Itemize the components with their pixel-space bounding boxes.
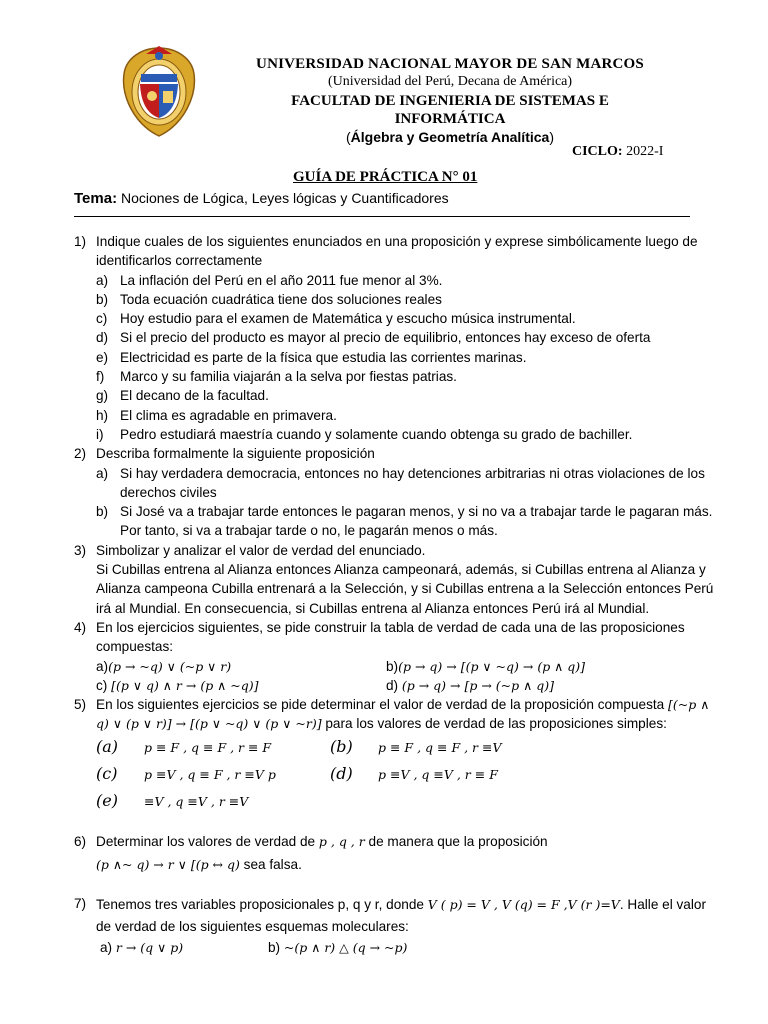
exercise-text: Indique cuales de los siguientes enunciados en una proposición y exprese simbólicamente luego de identificarlos correctamente bbox=[96, 234, 698, 269]
exercise-text-start: Tenemos tres variables proposicionales p, q y r, donde bbox=[96, 897, 424, 913]
exercise-5 bbox=[74, 695, 714, 811]
case-value: p ≡ F , q ≡ F , r ≡V bbox=[378, 739, 502, 755]
logic-expression: (p → q) → [(p ∨ ~q) → (p ∧ q)] bbox=[398, 658, 586, 674]
list-item bbox=[96, 290, 714, 309]
university-subtitle: (Universidad del Perú, Decana de América) bbox=[327, 74, 573, 89]
case-value: ≡V , q ≡V , r ≡V bbox=[144, 794, 249, 810]
list-item bbox=[96, 367, 714, 386]
header-divider bbox=[74, 216, 690, 217]
course-paren-close: ) bbox=[549, 129, 554, 145]
exercise-2 bbox=[74, 444, 714, 540]
item-letter: i) bbox=[96, 426, 104, 442]
item-letter: d) bbox=[386, 677, 399, 693]
item-letter: e) bbox=[96, 349, 109, 365]
exercise-text-end: sea falsa. bbox=[243, 856, 302, 872]
exercise-number: 7) bbox=[74, 896, 87, 912]
truth-values: V ( p) = V , V (q) = F ,V (r )=V bbox=[427, 897, 620, 913]
exercise-paragraph: Si Cubillas entrena al Alianza entonces Alianza campeonará, además, si Cubillas entrena al Alianza y Alianza campeona Cubilla entrenará a la Selección, y si Cubillas entrena a la Selección entonces Perú irá al Mundial. En consecuencia, si Cubillas entrena al Alianza entonces Perú irá al Mundial. bbox=[96, 562, 714, 616]
item-text: Toda ecuación cuadrática tiene dos soluciones reales bbox=[120, 291, 442, 307]
list-item bbox=[96, 271, 714, 290]
exercise-7 bbox=[74, 894, 714, 957]
item-letter: d) bbox=[96, 330, 109, 346]
item-letter: a) bbox=[100, 940, 113, 956]
list-item bbox=[96, 309, 714, 328]
tema bbox=[74, 190, 449, 207]
case-label: (d) bbox=[330, 764, 353, 784]
course-paren-open: ( bbox=[345, 129, 351, 145]
exercise-list bbox=[74, 232, 714, 958]
guide-title: GUÍA DE PRÁCTICA N° 01 bbox=[293, 169, 478, 185]
item-letter: a) bbox=[96, 465, 109, 481]
exercise-number: 6) bbox=[74, 833, 87, 849]
list-item bbox=[96, 328, 714, 347]
list-item bbox=[96, 406, 714, 425]
exercise-6 bbox=[74, 832, 714, 875]
exercise-text-end: . Halle el valor de verdad de los siguientes esquemas moleculares: bbox=[96, 897, 706, 935]
logic-expression: ~(p ∧ r) △ (q → ~p) bbox=[283, 940, 408, 956]
case-d bbox=[330, 764, 630, 784]
case-c bbox=[96, 764, 330, 784]
logic-expression: (p → ~q) ∨ (~p ∨ r) bbox=[108, 658, 232, 674]
item-letter: b) bbox=[268, 940, 281, 956]
exercise-number: 1) bbox=[74, 234, 87, 249]
item-text: Si José va a trabajar tarde entonces le pagaran menos, y si no va a trabajar tarde le pagaran más. Por tanto, si va a trabajar tarde o no, le pagarán menos o más. bbox=[120, 504, 713, 539]
expression-row bbox=[96, 676, 714, 695]
item-letter: b) bbox=[96, 504, 109, 520]
exercise-text-mid: de manera que la proposición bbox=[368, 833, 548, 849]
variable-list: p , q , r bbox=[318, 833, 365, 849]
item-text: Pedro estudiará maestría cuando y solamente cuando obtenga su grado de bachiller. bbox=[120, 426, 633, 442]
truth-value-cases bbox=[96, 737, 714, 812]
tema-label: Tema: bbox=[74, 190, 118, 207]
logic-expression: r → (q ∨ p) bbox=[115, 940, 184, 956]
case-label: (b) bbox=[330, 736, 353, 756]
item-text: Marco y su familia viajarán a la selva por fiestas patrias. bbox=[120, 369, 457, 385]
exercise-number: 2) bbox=[74, 446, 87, 462]
exercise-text: En los ejercicios siguientes, se pide construir la tabla de verdad de cada una de las proposiciones compuestas: bbox=[96, 619, 685, 655]
spacer bbox=[74, 874, 714, 894]
case-value: p ≡ F , q ≡ F , r ≡ F bbox=[144, 739, 272, 755]
faculty-name-line2: INFORMÁTICA bbox=[394, 111, 506, 127]
exercise-text-end: para los valores de verdad de las proposiciones simples: bbox=[325, 716, 667, 732]
logic-expression: (p ∧~ q) → r ∨ [(p ↔ q) bbox=[96, 856, 240, 872]
list-item bbox=[96, 464, 714, 503]
exercise-text: Simbolizar y analizar el valor de verdad del enunciado. bbox=[96, 542, 426, 558]
faculty-name-line1: FACULTAD DE INGENIERIA DE SISTEMAS E bbox=[291, 93, 609, 109]
case-value: p ≡V , q ≡V , r ≡ F bbox=[378, 767, 498, 783]
exercise-text bbox=[96, 894, 714, 938]
logic-expression: [(p ∨ q) ∧ r → (p ∧ ~q)] bbox=[111, 677, 259, 693]
item-text: Si el precio del producto es mayor al precio de equilibrio, entonces hay exceso de oferta bbox=[120, 330, 651, 346]
case-a bbox=[96, 737, 330, 757]
university-seal-icon bbox=[118, 44, 200, 140]
item-letter: h) bbox=[96, 407, 109, 423]
exercise-text-start: Determinar los valores de verdad de bbox=[96, 833, 316, 849]
item-letter: c) bbox=[96, 677, 108, 693]
list-item bbox=[96, 425, 714, 444]
exercise-1 bbox=[74, 232, 714, 444]
item-letter: a) bbox=[96, 272, 109, 288]
item-text: Electricidad es parte de la física que estudia las corrientes marinas. bbox=[120, 349, 527, 365]
item-letter: g) bbox=[96, 388, 109, 404]
case-e bbox=[96, 791, 330, 811]
expression-row bbox=[96, 938, 714, 957]
list-item bbox=[96, 502, 714, 541]
ciclo-label: CICLO: bbox=[572, 144, 623, 159]
item-text: El decano de la facultad. bbox=[120, 388, 269, 404]
exercise-text: Describa formalmente la siguiente proposición bbox=[96, 446, 375, 462]
case-label: (e) bbox=[96, 791, 118, 811]
item-letter: c) bbox=[96, 311, 108, 327]
item-text: El clima es agradable en primavera. bbox=[120, 407, 337, 423]
expression-row bbox=[96, 657, 714, 676]
document-header bbox=[220, 55, 680, 147]
exercise-number: 3) bbox=[74, 542, 87, 558]
ciclo-value: 2022-I bbox=[626, 144, 664, 159]
item-text: Si hay verdadera democracia, entonces no hay detenciones arbitrarias ni otras violaciones de los derechos civiles bbox=[120, 465, 705, 500]
list-item bbox=[96, 348, 714, 367]
item-letter: f) bbox=[96, 369, 105, 385]
item-text: Hoy estudio para el examen de Matemática y escucho música instrumental. bbox=[120, 311, 576, 327]
tema-value: Nociones de Lógica, Leyes lógicas y Cuantificadores bbox=[120, 190, 449, 206]
exercise-text-start: En los siguientes ejercicios se pide determinar el valor de verdad de la proposición compuesta bbox=[96, 697, 665, 713]
item-letter: b) bbox=[386, 658, 399, 674]
item-letter: b) bbox=[96, 291, 109, 307]
exercise-number: 5) bbox=[74, 697, 87, 713]
university-name: UNIVERSIDAD NACIONAL MAYOR DE SAN MARCOS bbox=[256, 56, 644, 72]
case-value: p ≡V , q ≡ F , r ≡V p bbox=[144, 767, 276, 783]
exercise-4 bbox=[74, 618, 714, 695]
ciclo bbox=[572, 144, 663, 160]
logic-expression: (p → q) → [p → (~p ∧ q)] bbox=[401, 677, 554, 693]
item-letter: a) bbox=[96, 658, 109, 674]
item-text: La inflación del Perú en el año 2011 fue menor al 3%. bbox=[120, 272, 443, 288]
case-label: (a) bbox=[96, 736, 119, 756]
logic-expression: [(~p ∧ q) ∨ (p ∨ r)] → [(p ∨ ~q) ∨ (p ∨ ~r)] bbox=[96, 697, 710, 732]
case-label: (c) bbox=[96, 764, 118, 784]
list-item bbox=[96, 386, 714, 405]
course-title: Álgebra y Geometría Analítica bbox=[350, 129, 550, 145]
spacer bbox=[74, 812, 714, 832]
exercise-number: 4) bbox=[74, 619, 87, 635]
exercise-3 bbox=[74, 541, 714, 618]
exercise-text bbox=[96, 832, 714, 851]
exercise-expression-line bbox=[96, 855, 714, 874]
exercise-text bbox=[96, 695, 714, 734]
case-b bbox=[330, 737, 630, 757]
